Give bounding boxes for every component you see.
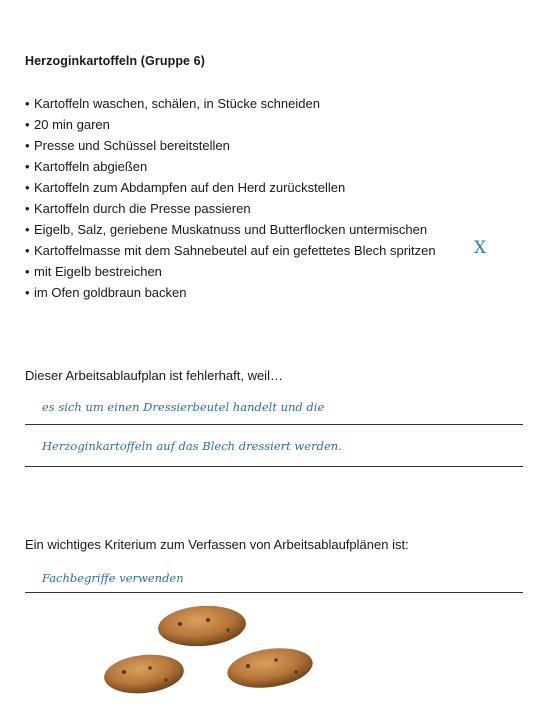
answer-line xyxy=(25,424,523,425)
step-text: Kartoffeln waschen, schälen, in Stücke schneiden xyxy=(34,96,320,111)
list-item xyxy=(25,135,436,156)
step-text: mit Eigelb bestreichen xyxy=(34,264,162,279)
step-text: Kartoffeln abgießen xyxy=(34,159,148,174)
bullet: • xyxy=(25,138,30,153)
step-text: Presse und Schüssel bereitstellen xyxy=(34,138,230,153)
bullet: • xyxy=(25,96,30,111)
step-text: Kartoffeln zum Abdampfen auf den Herd zurückstellen xyxy=(34,180,346,195)
answer-line xyxy=(25,466,523,467)
potato-icon xyxy=(102,651,186,697)
step-list xyxy=(25,93,436,303)
step-text: Kartoffeln durch die Presse passieren xyxy=(34,201,251,216)
question-prompt: Ein wichtiges Kriterium zum Verfassen von Arbeitsablaufplänen ist: xyxy=(25,537,409,552)
list-item xyxy=(25,198,436,219)
step-text: 20 min garen xyxy=(34,117,110,132)
list-item xyxy=(25,261,436,282)
list-item xyxy=(25,156,436,177)
bullet: • xyxy=(25,159,30,174)
bullet: • xyxy=(25,180,30,195)
error-mark: X xyxy=(474,238,487,258)
list-item xyxy=(25,114,436,135)
bullet: • xyxy=(25,222,30,237)
list-item xyxy=(25,93,436,114)
potato-icon xyxy=(157,603,248,649)
potato-icon xyxy=(225,643,315,693)
handwritten-answer[interactable]: Herzoginkartoffeln auf das Blech dressiert werden. xyxy=(42,439,342,453)
list-item xyxy=(25,240,436,261)
question-prompt: Dieser Arbeitsablaufplan ist fehlerhaft, weil… xyxy=(25,368,283,383)
list-item xyxy=(25,177,436,198)
step-text: Kartoffelmasse mit dem Sahnebeutel auf ein gefettetes Blech spritzen xyxy=(34,243,436,258)
handwritten-answer[interactable]: es sich um einen Dressierbeutel handelt und die xyxy=(42,400,325,414)
bullet: • xyxy=(25,285,30,300)
page-title: Herzoginkartoffeln (Gruppe 6) xyxy=(25,54,205,68)
list-item xyxy=(25,282,436,303)
list-item xyxy=(25,219,436,240)
bullet: • xyxy=(25,201,30,216)
bullet: • xyxy=(25,117,30,132)
step-text: im Ofen goldbraun backen xyxy=(34,285,187,300)
bullet: • xyxy=(25,264,30,279)
bullet: • xyxy=(25,243,30,258)
answer-line xyxy=(25,592,523,593)
handwritten-answer[interactable]: Fachbegriffe verwenden xyxy=(42,571,184,585)
potatoes-illustration xyxy=(100,600,340,700)
step-text: Eigelb, Salz, geriebene Muskatnuss und Butterflocken untermischen xyxy=(34,222,428,237)
